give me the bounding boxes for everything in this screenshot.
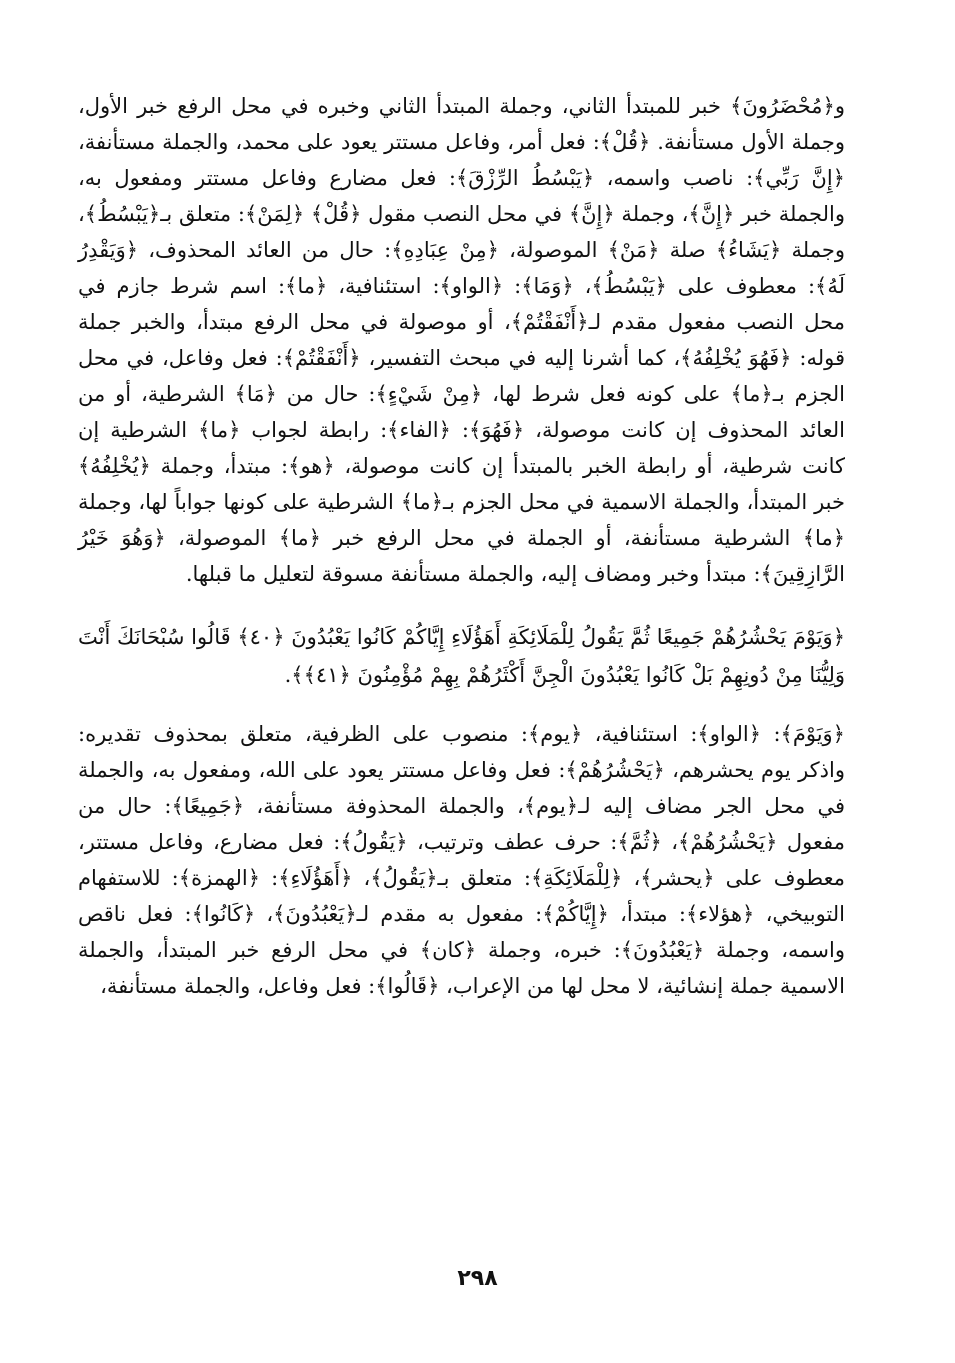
commentary-paragraph-2: ﴿وَيَوْمَ﴾: ﴿الواو﴾: استئنافية، ﴿يوم﴾: منصوب على الظرفية، متعلق بمحذوف تقديره: واذكر يوم يحشرهم، ﴿يَحْشُرُهُمْ﴾: فعل وفاعل مستتر يعود على الله، ومفعول به، والجملة في محل الجر مضاف إليه لـ﴿يوم﴾، والجملة المحذوفة مستأنفة، ﴿جَمِيعًا﴾: حال من مفعول ﴿يَحْشُرُهُمْ﴾، ﴿ثُمَّ﴾: حرف عطف وترتيب، ﴿يَقُولُ﴾: فعل مضارع، وفاعل مستتر، معطوف على ﴿يحشر﴾، ﴿لِلْمَلَائِكَةِ﴾: متعلق بـ﴿يَقُولُ﴾، ﴿أَهَؤُلَاءِ﴾: ﴿الهمزة﴾: للاستفهام التوبيخي، ﴿هؤلاء﴾: مبتدأ، ﴿إِيَّاكُمْ﴾: مفعول به مقدم لـ﴿يَعْبُدُونَ﴾، ﴿كَانُوا﴾: فعل ناقص واسمه، وجملة ﴿يَعْبُدُونَ﴾: خبره، وجملة ﴿كان﴾ في محل الرفع خبر المبتدأ، والجملة الاسمية جملة إنشائية، لا محل لها من الإعراب، ﴿قَالُوا﴾: فعل وفاعل، والجملة مستأنفة، [78, 722, 845, 998]
page-number: ٢٩٨ [457, 1266, 498, 1291]
commentary-paragraph-1: و﴿مُحْضَرُونَ﴾ خبر للمبتدأ الثاني، وجملة المبتدأ الثاني وخبره في محل الرفع خبر الأول، وجملة الأول مستأنفة. ﴿قُلْ﴾: فعل أمر، وفاعل مستتر يعود على محمد، والجملة مستأنفة، ﴿إِنَّ رَبِّي﴾: ناصب واسمه، ﴿يَبْسُطُ الرِّزْقَ﴾: فعل مضارع وفاعل مستتر ومفعول به، والجملة خبر ﴿إِنَّ﴾، وجملة ﴿إِنَّ﴾ في محل النصب مقول ﴿قُلْ﴾ ﴿لِمَنْ﴾: متعلق بـ﴿يَبْسُطُ﴾، وجملة ﴿يَشَاءُ﴾ صلة ﴿مَنْ﴾ الموصولة، ﴿مِنْ عِبَادِهِ﴾: حال من العائد المحذوف، ﴿وَيَقْدِرُ لَهُ﴾: معطوف على ﴿يَبْسُطُ﴾، ﴿وَمَا﴾: ﴿الواو﴾: استئنافية، ﴿ما﴾: اسم شرط جازم في محل النصب مفعول مقدم لـ﴿أَنْفَقْتُمْ﴾، أو موصولة في محل الرفع مبتدأ، والخبر جملة قوله: ﴿فَهُوَ يُخْلِفُهُ﴾، كما أشرنا إليه في مبحث التفسير، ﴿أَنْفَقْتُمْ﴾: فعل وفاعل، في محل الجزم بـ﴿ما﴾ على كونه فعل شرط لها، ﴿مِنْ شَيْءٍ﴾: حال من ﴿مَا﴾ الشرطية، أو من العائد المحذوف إن كانت موصولة، ﴿فَهُوَ﴾: ﴿الفاء﴾: رابطة لجواب ﴿ما﴾ الشرطية إن كانت شرطية، أو رابطة الخبر بالمبتدأ إن كانت موصولة، ﴿هو﴾: مبتدأ، وجملة ﴿يُخْلِفُهُ﴾ خبر المبتدأ، والجملة الاسمية في محل الجزم بـ﴿ما﴾ الشرطية على كونها جواباً لها، وجملة ﴿ما﴾ الشرطية مستأنفة، أو الجملة في محل الرفع خبر ﴿ما﴾ الموصولة، ﴿وَهُوَ خَيْرُ الرَّازِقِينَ﴾: مبتدأ وخبر ومضاف إليه، والجملة مستأنفة مسوقة لتعليل ما قبلها. [78, 94, 845, 586]
quran-verse: ﴿وَيَوْمَ يَحْشُرُهُمْ جَمِيعًا ثُمَّ يَقُولُ لِلْمَلَائِكَةِ أَهَؤُلَاءِ إِيَّاكُمْ كَانُوا يَعْبُدُونَ ﴿٤٠﴾ قَالُوا سُبْحَانَكَ أَنْتَ وَلِيُّنَا مِنْ دُونِهِمْ بَلْ كَانُوا يَعْبُدُونَ الْجِنَّ أَكْثَرُهُمْ بِهِمْ مُؤْمِنُونَ ﴿٤١﴾﴾. [78, 625, 845, 687]
